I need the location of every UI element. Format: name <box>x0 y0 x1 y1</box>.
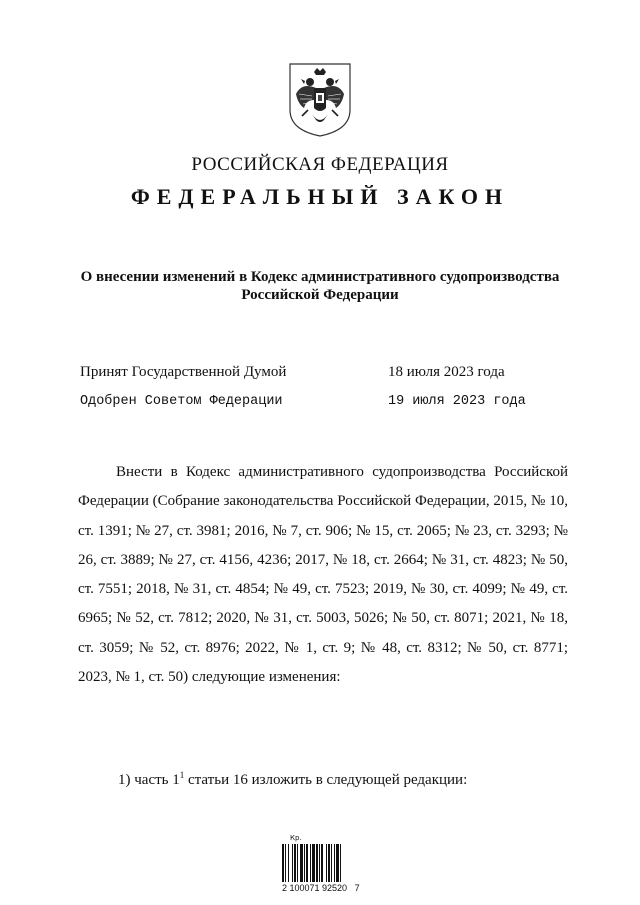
country-name: РОССИЙСКАЯ ФЕДЕРАЦИЯ <box>191 154 449 175</box>
document-type-heading: ФЕДЕРАЛЬНЫЙ ЗАКОН <box>130 184 510 209</box>
barcode-number: 2 100071 92520 7 <box>282 883 360 893</box>
law-title-line-2: Российской Федерации <box>241 287 399 303</box>
item-superscript: 1 <box>179 770 185 780</box>
law-title-line-1: О внесении изменений в Кодекс административного судопроизводства <box>80 269 560 285</box>
adopted-label: Принят Государственной Думой <box>80 364 287 380</box>
barcode <box>282 844 374 882</box>
barcode-block <box>282 834 374 893</box>
approved-label: Одобрен Советом Федерации <box>80 394 283 409</box>
item-prefix: 1) часть 1 <box>118 772 180 788</box>
item-suffix: статьи 16 изложить в следующей редакции: <box>184 772 468 788</box>
coat-of-arms-emblem <box>288 60 352 138</box>
amendment-item-1 <box>118 770 467 789</box>
body-paragraph-text: Внести в Кодекс административного судопроизводства Российской Федерации (Собрание законодательства Российской Федерации, 2015, № 10, ст. 1391; № 27, ст. 3981; 2016, № 7, ст. 906; № 15, ст. 2065; № 23, ст. 3293; № 26, ст. 3889; № 27, ст. 4156, 4236; 2017, № 18, ст. 2664; № 31, ст. 4823; № 50, ст. 7551; 2018, № 31, ст. 4854; № 49, ст. 7523; 2019, № 30, ст. 4099; № 49, ст. 6965; № 52, ст. 7812; 2020, № 31, ст. 5003, 5026; № 50, ст. 8071; 2021, № 18, ст. 3059; № 52, ст. 8976; 2022, № 1, ст. 9; № 48, ст. 8312; № 50, ст. 8771; 2023, № 1, ст. 50) следующие изменения: <box>78 464 568 686</box>
barcode-mark: Кр. <box>290 834 302 842</box>
law-title <box>60 268 580 304</box>
body-paragraph <box>78 458 568 692</box>
adopted-date: 18 июля 2023 года <box>388 364 505 380</box>
approved-date: 19 июля 2023 года <box>388 394 526 409</box>
